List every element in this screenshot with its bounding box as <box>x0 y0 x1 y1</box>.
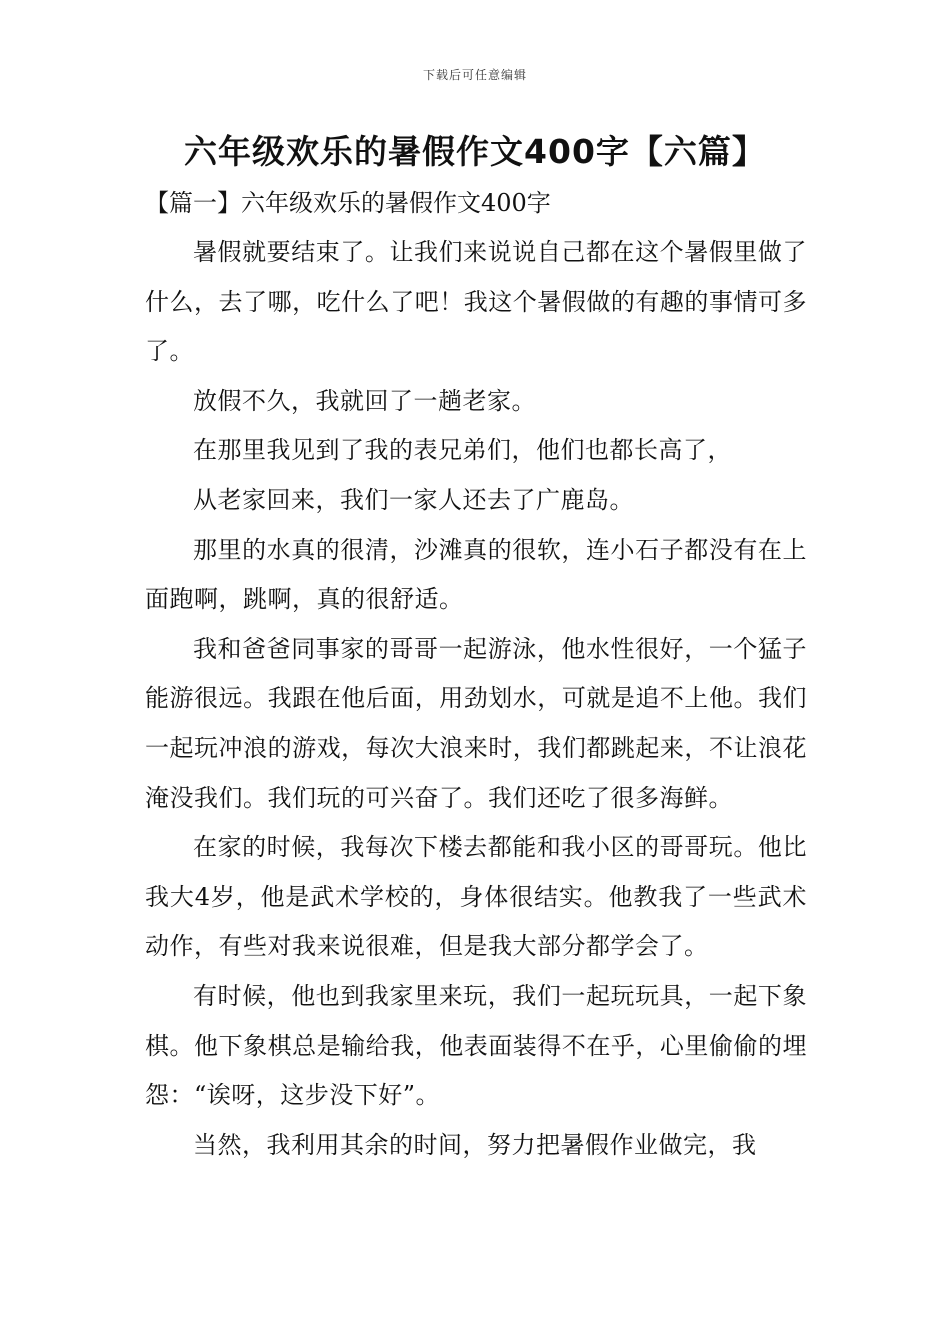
section-heading: 【篇一】六年级欢乐的暑假作文400字 <box>145 189 551 217</box>
paragraph-5: 那里的水真的很清，沙滩真的很软，连小石子都没有在上面跑啊，跳啊，真的很舒适。 <box>145 535 807 614</box>
document-title: 六年级欢乐的暑假作文400字【六篇】 <box>184 132 766 171</box>
paragraph-9: 当然，我利用其余的时间，努力把暑假作业做完，我 <box>193 1130 757 1159</box>
paragraph-4: 从老家回来，我们一家人还去了广鹿岛。 <box>193 485 634 514</box>
paragraph-7: 在家的时候，我每次下楼去都能和我小区的哥哥玩。他比我大4岁，他是武术学校的，身体很结实。他教我了一些武术动作，有些对我来说很难，但是我大部分都学会了。 <box>145 833 807 961</box>
article-body <box>145 228 807 1170</box>
paragraph-8: 有时候，他也到我家里来玩，我们一起玩玩具，一起下象棋。他下象棋总是输给我，他表面装得不在乎，心里偷偷的埋怨：“诶呀，这步没下好”。 <box>145 981 807 1110</box>
paragraph-1: 暑假就要结束了。让我们来说说自己都在这个暑假里做了什么，去了哪，吃什么了吧！我这个暑假做的有趣的事情可多了。 <box>145 238 807 366</box>
header-note: 下载后可任意编辑 <box>422 68 527 82</box>
paragraph-6: 我和爸爸同事家的哥哥一起游泳，他水性很好，一个猛子能游很远。我跟在他后面，用劲划水，可就是追不上他。我们一起玩冲浪的游戏，每次大浪来时，我们都跳起来，不让浪花淹没我们。我们玩的可兴奋了。我们还吃了很多海鲜。 <box>145 634 807 812</box>
paragraph-2: 放假不久，我就回了一趟老家。 <box>193 386 536 415</box>
paragraph-3: 在那里我见到了我的表兄弟们，他们也都长高了， <box>193 436 732 465</box>
